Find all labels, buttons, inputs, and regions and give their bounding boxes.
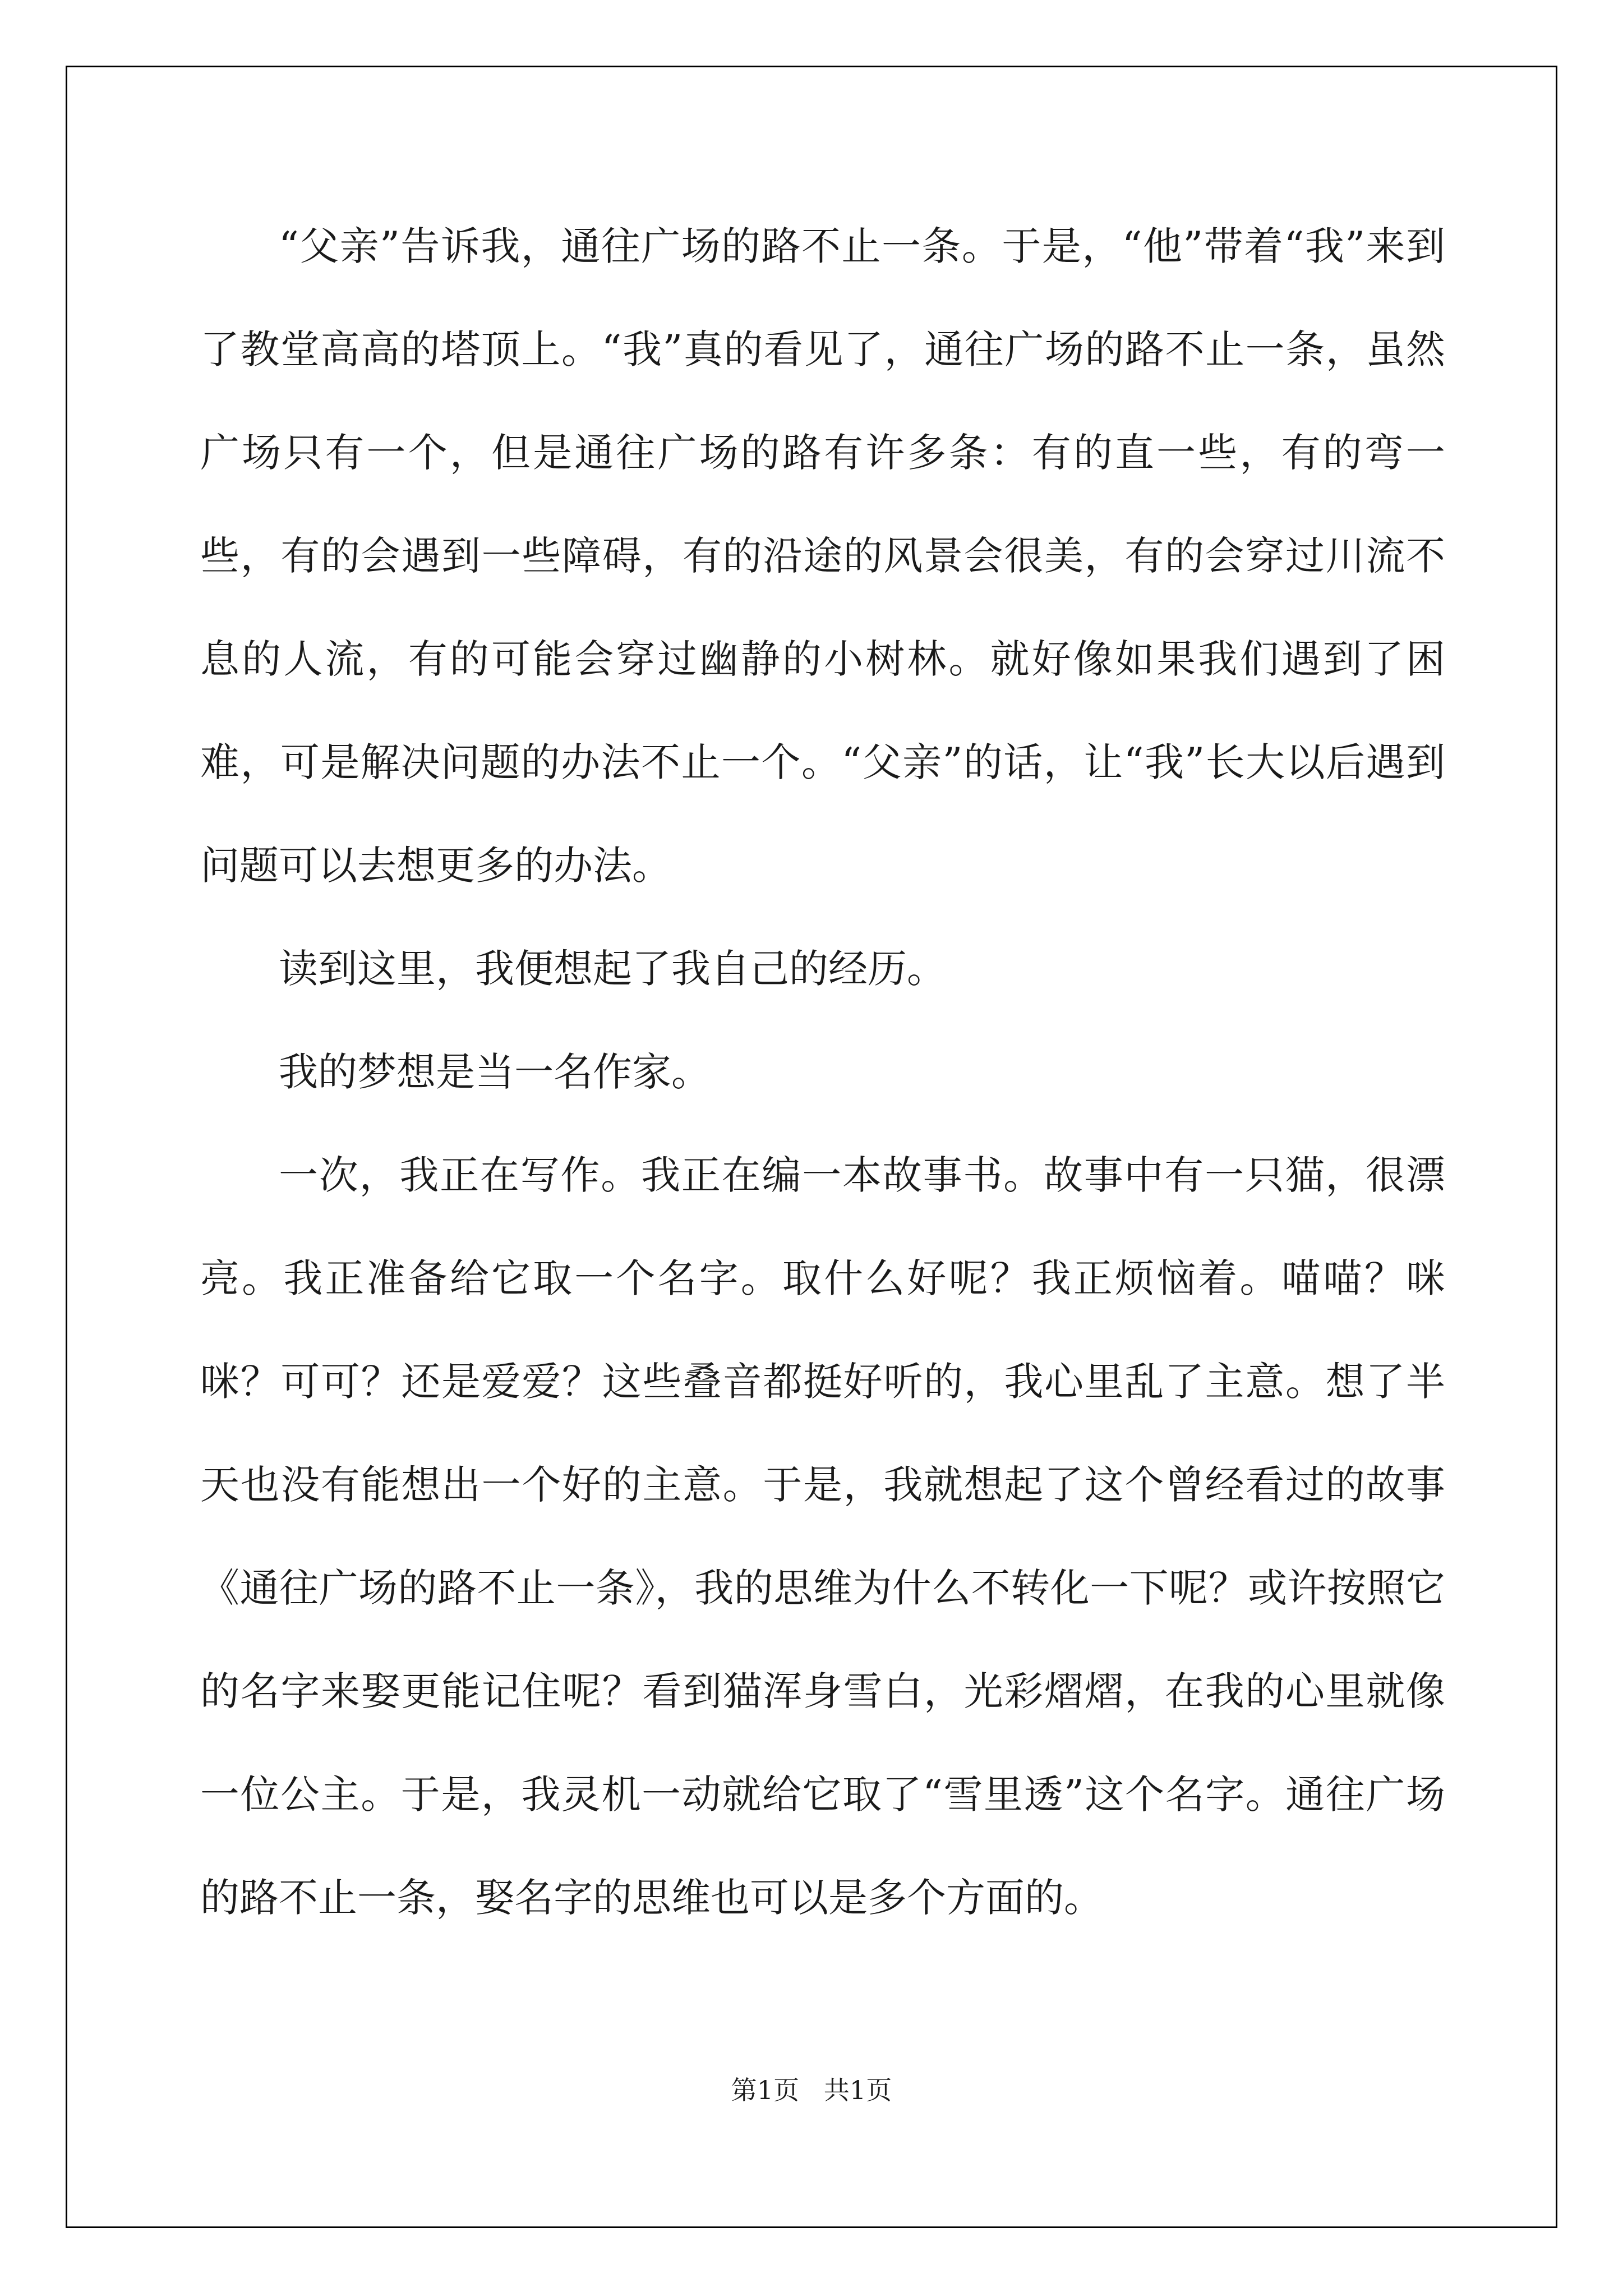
paragraph-1: “父亲”告诉我，通往广场的路不止一条。于是，“他”带着“我”来到了教堂高高的塔顶上。“我”真的看见了，通往广场的路不止一条，虽然广场只有一个，但是通往广场的路有许多条：有的直一些，有的弯一些，有的会遇到一些障碍，有的沿途的风景会很美，有的会穿过川流不息的人流，有的可能会穿过幽静的小树林。就好像如果我们遇到了困难，可是解决问题的办法不止一个。“父亲”的话，让“我”长大以后遇到问题可以去想更多的办法。 [200, 223, 1445, 889]
paragraph-2: 读到这里，我便想起了我自己的经历。 [279, 946, 946, 992]
paragraph-3: 我的梦想是当一名作家。 [279, 1049, 711, 1095]
document-body [200, 195, 1445, 1949]
paragraph-4: 一次，我正在写作。我正在编一本故事书。故事中有一只猫，很漂亮。我正准备给它取一个名字。取什么好呢？我正烦恼着。喵喵？咪咪？可可？还是爱爱？这些叠音都挺好听的，我心里乱了主意。想了半天也没有能想出一个好的主意。于是，我就想起了这个曾经看过的故事《通往广场的路不止一条》，我的思维为什么不转化一下呢？或许按照它的名字来娶更能记住呢？看到猫浑身雪白，光彩熠熠，在我的心里就像一位公主。于是，我灵机一动就给它取了“雪里透”这个名字。通往广场的路不止一条，娶名字的思维也可以是多个方面的。 [200, 1152, 1445, 1921]
page-number-footer: 第1页 共1页 [731, 2075, 892, 2105]
